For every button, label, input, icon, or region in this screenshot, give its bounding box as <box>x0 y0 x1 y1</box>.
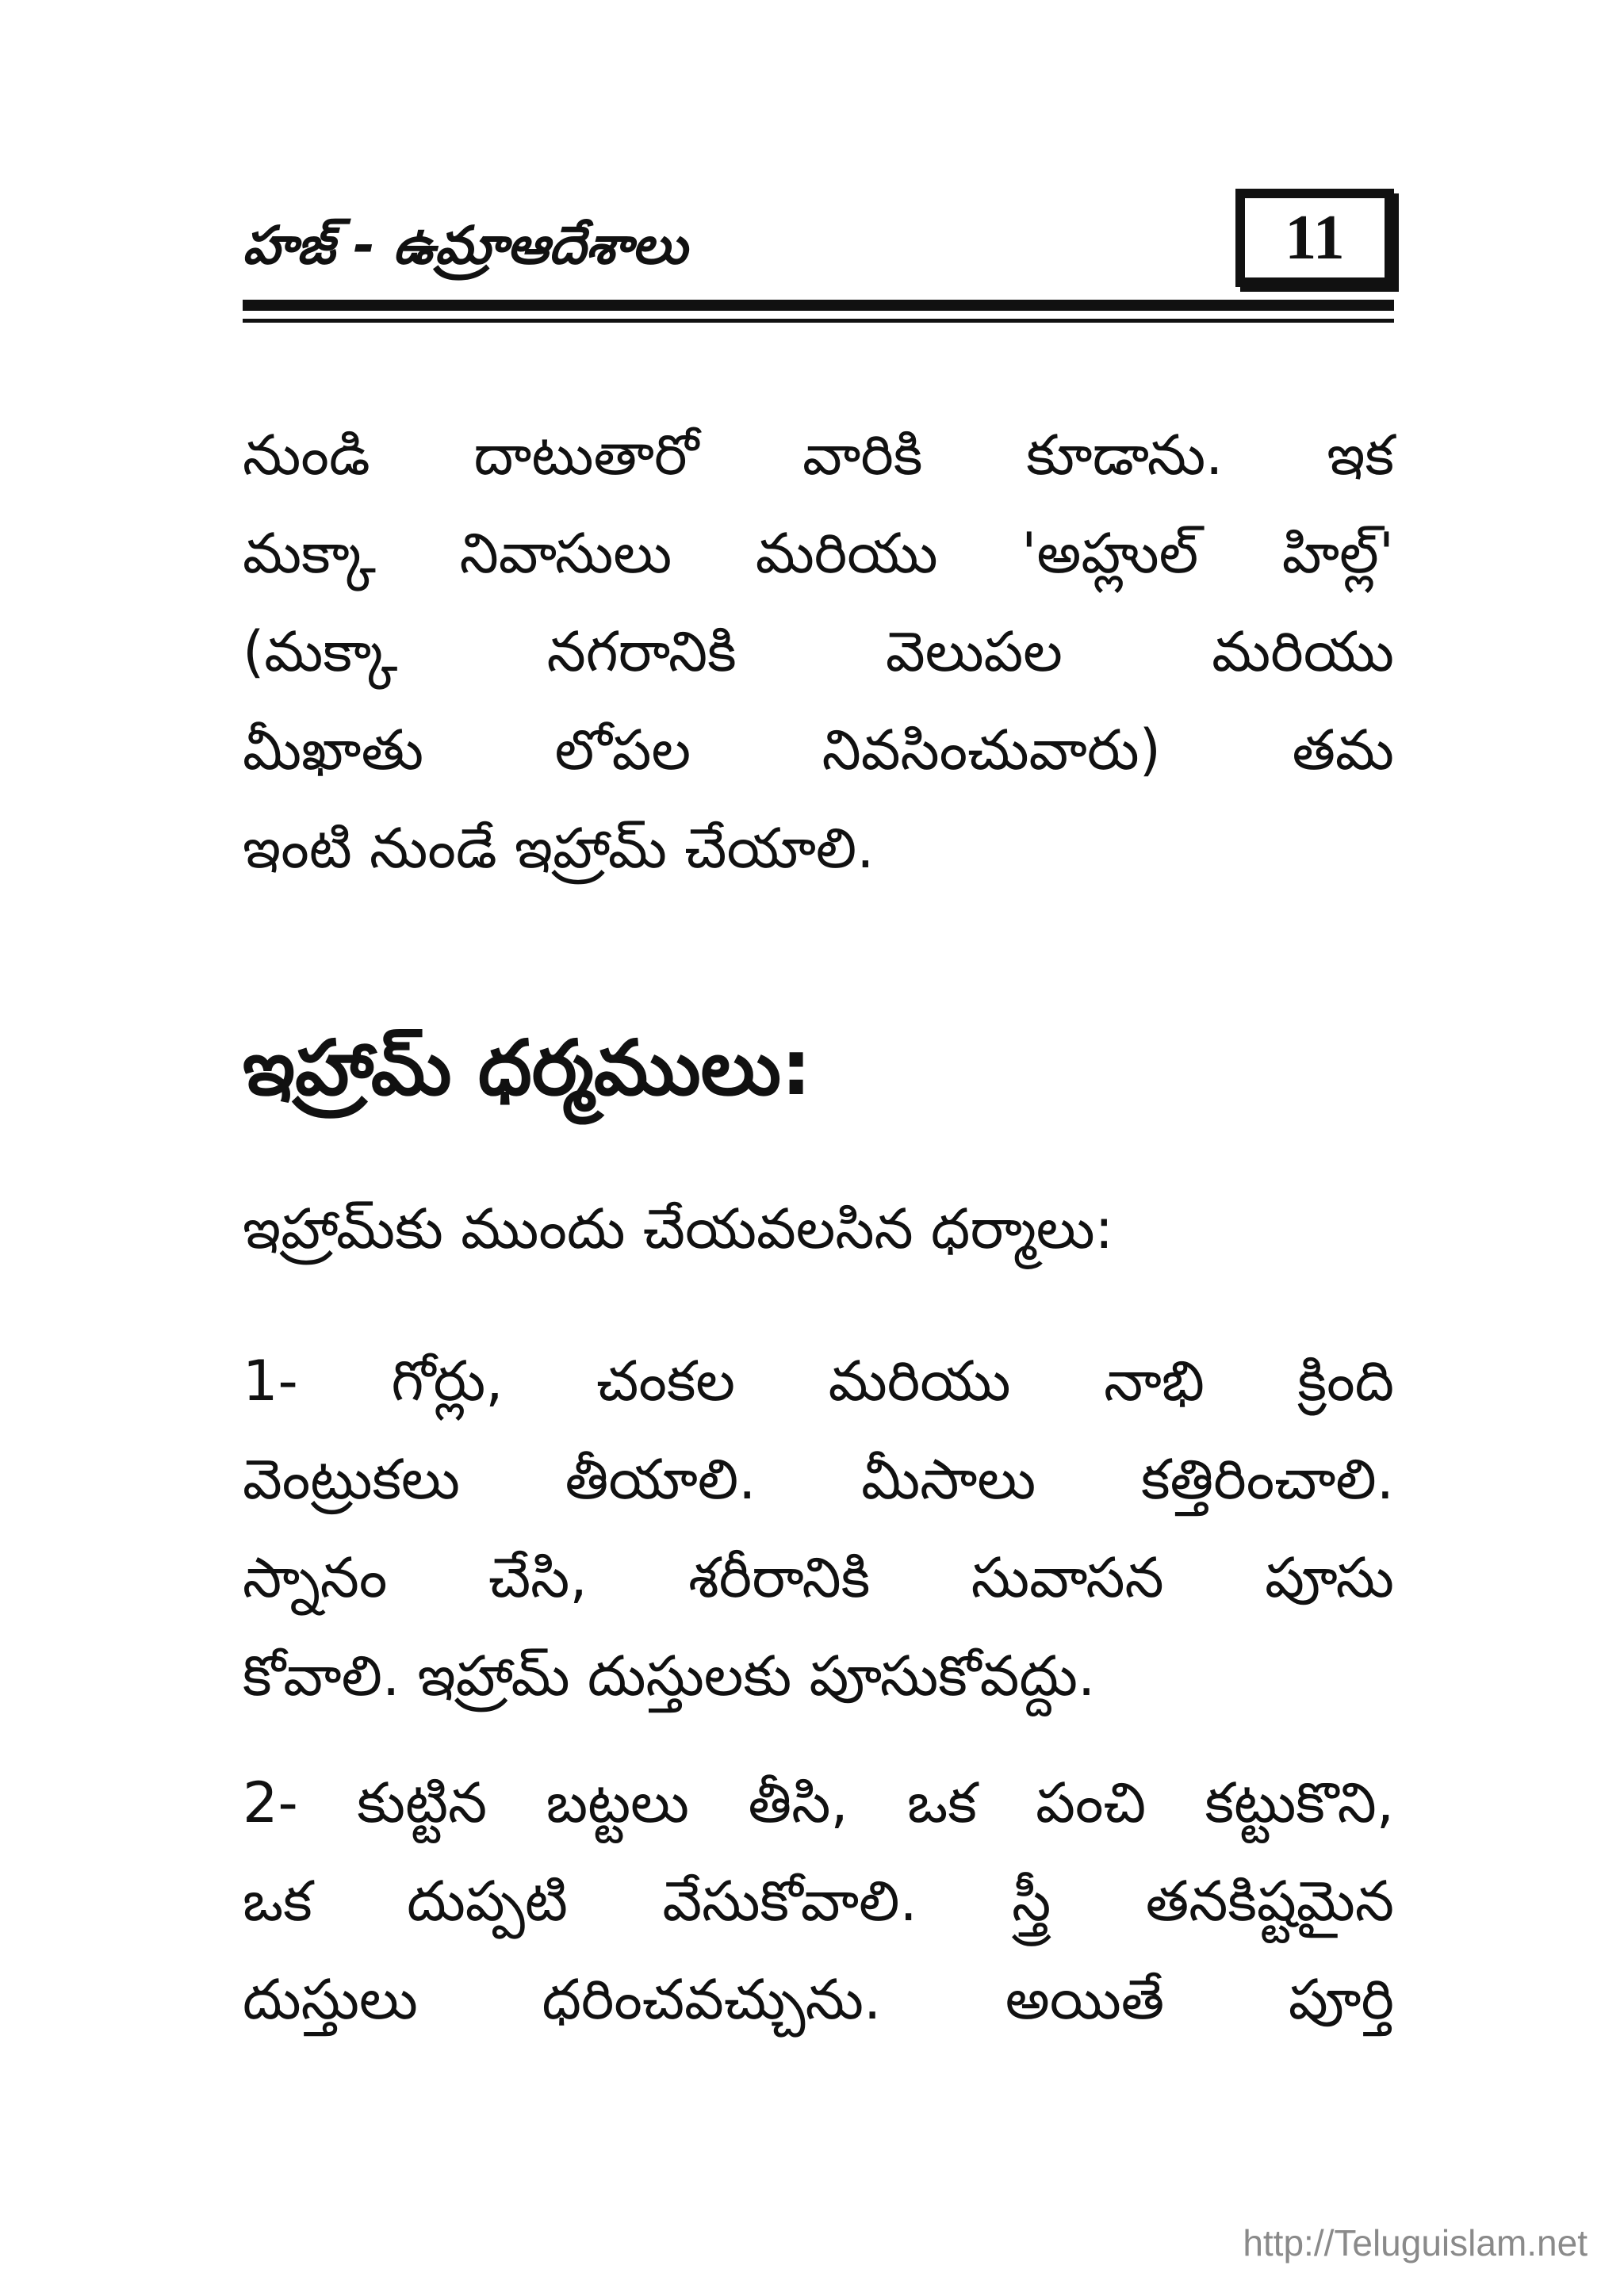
paragraph-line: మీఖాతు లోపల నివసించువారు) తమ <box>243 718 1394 783</box>
page-number-box <box>1235 189 1394 287</box>
list-item-line: వెంట్రుకలు తీయాలి. మీసాలు కత్తిరించాలి. <box>243 1447 1394 1512</box>
section-subheading: ఇహ్రామ్‌కు ముందు చేయవలసిన ధర్మాలు: <box>243 1196 1114 1261</box>
list-item-line: 2- కుట్టిన బట్టలు తీసి, ఒక పంచి కట్టుకొని, <box>243 1770 1394 1835</box>
section-heading: ఇహ్రామ్ ధర్మములు: <box>243 1024 812 1112</box>
paragraph-line: మక్కా నివాసులు మరియు 'అహ్లుల్ హిల్ల్' <box>243 521 1394 586</box>
paragraph-line: ఇంటి నుండే ఇహ్రామ్ చేయాలి. <box>243 816 875 881</box>
list-item-line: ఒక దుప్పటి వేసుకోవాలి. స్త్రీ తనకిష్టమైన <box>243 1869 1394 1934</box>
list-item-line: దుస్తులు ధరించవచ్చును. అయితే పూర్తి <box>243 1967 1394 2032</box>
list-item-line: కోవాలి. ఇహ్రామ్ దుస్తులకు పూసుకోవద్దు. <box>243 1644 1096 1709</box>
paragraph-line: (మక్కా నగరానికి వెలుపల మరియు <box>243 619 1394 684</box>
header-rule-thin <box>243 319 1394 323</box>
running-title: హజ్ - ఉమ్రాఆదేశాలు <box>243 215 688 276</box>
watermark-url: http://Teluguislam.net <box>1243 2222 1588 2263</box>
list-item-1 <box>243 1332 1394 1725</box>
page-number: 11 <box>1285 203 1345 273</box>
list-item-line: స్నానం చేసి, శరీరానికి సువాసన పూసు <box>243 1545 1394 1610</box>
list-item-line: 1- గోర్లు, చంకల మరియు నాభి క్రింది <box>243 1349 1394 1414</box>
list-item-2 <box>243 1754 1394 2049</box>
paragraph-continuation <box>243 406 1394 897</box>
header-rule-thick <box>243 300 1394 311</box>
paragraph-line: నుండి దాటుతారో వారికి కూడాను. ఇక <box>243 423 1394 488</box>
